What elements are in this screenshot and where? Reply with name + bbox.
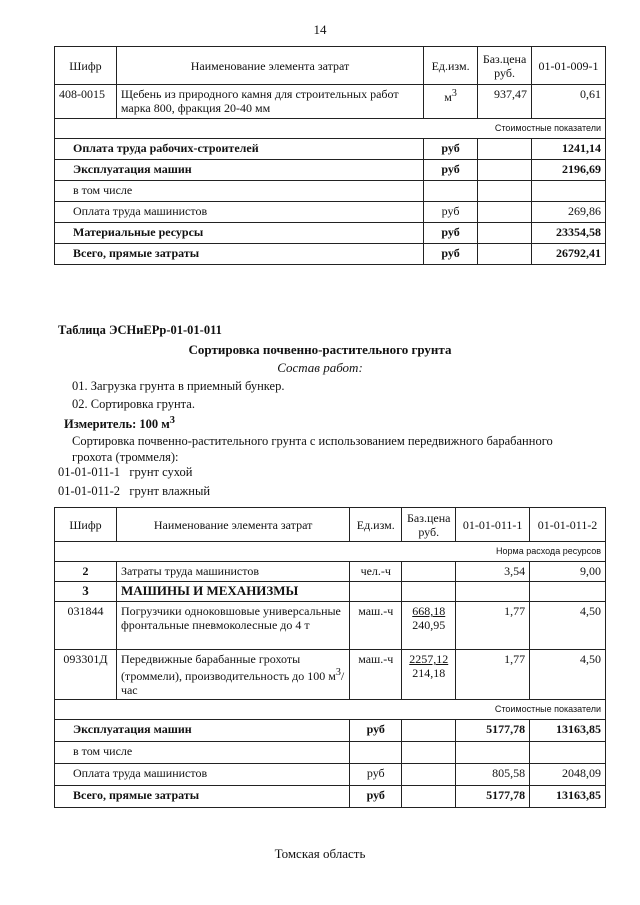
labor-unit: чел.-ч (350, 562, 402, 582)
cost-rows (55, 720, 606, 808)
description: Сортировка почвенно-растительного грунта с использованием передвижного барабанного грохота (троммеля): (72, 434, 553, 464)
cost-row-unit: руб (350, 786, 402, 808)
header-unit: Ед.изм. (350, 508, 402, 542)
machine-name: Погрузчики одноковшовые универсальные фронтальные пневмоколесные до 4 т (116, 602, 349, 650)
cost-row (55, 223, 606, 244)
header-name: Наименование элемента затрат (116, 508, 349, 542)
cost-row-name: Оплата труда машинистов (55, 764, 350, 786)
header-price: Баз.цена руб. (478, 47, 532, 85)
header-unit: Ед.изм. (424, 47, 478, 85)
cost-row-unit: руб (424, 202, 478, 223)
section-label: Стоимостные показатели (55, 119, 606, 139)
cost-row-name: Материальные ресурсы (55, 223, 424, 244)
machine-v2: 4,50 (530, 650, 606, 700)
cost-row-unit: руб (424, 160, 478, 181)
table-row-machine (55, 650, 606, 700)
cost-row-name: Всего, прямые затраты (55, 786, 350, 808)
table-header-row (55, 508, 606, 542)
work-item-2: 02. Сортировка грунта. (72, 397, 195, 411)
variant-1: 01-01-011-1 грунт сухой (58, 465, 193, 479)
cost-row-v2: 2048,09 (530, 764, 606, 786)
material-price: 937,47 (478, 85, 532, 119)
cost-table-011 (54, 507, 606, 808)
norm-row (55, 542, 606, 562)
header-col1: 01-01-009-1 (532, 47, 606, 85)
labor-price (402, 562, 456, 582)
section-row (55, 119, 606, 139)
cost-row-value: 269,86 (532, 202, 606, 223)
cost-rows (55, 139, 606, 265)
header-code: Шифр (55, 508, 117, 542)
table-id: Таблица ЭСНиЕРр-01-01-011 (58, 323, 222, 337)
machine-v1: 1,77 (456, 650, 530, 700)
material-name: Щебень из природного камня для строительных работ марка 800, фракция 20-40 мм (116, 85, 423, 119)
section-label: Стоимостные показатели (55, 700, 606, 720)
labor-v2: 9,00 (530, 562, 606, 582)
header-col1: 01-01-011-1 (456, 508, 530, 542)
cost-row-value: 26792,41 (532, 244, 606, 265)
cost-row-v1: 5177,78 (456, 720, 530, 742)
machine-v1: 1,77 (456, 602, 530, 650)
cost-row (55, 720, 606, 742)
machines-group-code: 3 (55, 582, 117, 602)
material-value: 0,61 (532, 85, 606, 119)
cost-row-name: в том числе (55, 181, 424, 202)
machine-price: 2257,12 214,18 (402, 650, 456, 700)
footer-region: Томская область (274, 846, 366, 861)
cost-row (55, 764, 606, 786)
cost-row-unit (424, 181, 478, 202)
cost-row-name: в том числе (55, 742, 350, 764)
cost-row (55, 786, 606, 808)
cost-row-name: Эксплуатация машин (55, 720, 350, 742)
cost-row (55, 160, 606, 181)
machine-name: Передвижные барабанные грохоты (троммели), производительность до 100 $м^3$/час (116, 650, 349, 700)
header-code: Шифр (55, 47, 117, 85)
header-col2: 01-01-011-2 (530, 508, 606, 542)
cost-table-009 (54, 46, 606, 265)
cost-row-unit: руб (424, 244, 478, 265)
cost-row-v1: 5177,78 (456, 786, 530, 808)
cost-row (55, 742, 606, 764)
machine-unit: маш.-ч (350, 650, 402, 700)
norm-label: Норма расхода ресурсов (55, 542, 606, 562)
machine-code: 031844 (55, 602, 117, 650)
works-label: Состав работ: (277, 360, 363, 375)
cost-row-unit: руб (350, 720, 402, 742)
cost-row-v1: 805,58 (456, 764, 530, 786)
cost-row-name: Оплата труда машинистов (55, 202, 424, 223)
cost-row-v2: 13163,85 (530, 786, 606, 808)
machines-group-name: МАШИНЫ И МЕХАНИЗМЫ (116, 582, 349, 602)
measure-label: Измеритель: 100 $м^3$ (64, 415, 175, 432)
cost-row-v2 (530, 742, 606, 764)
cost-row-value (532, 181, 606, 202)
cost-row-value: 2196,69 (532, 160, 606, 181)
table-header-row (55, 47, 606, 85)
cost-row (55, 139, 606, 160)
header-price: Баз.цена руб. (402, 508, 456, 542)
material-unit: $м^3$ (424, 85, 478, 119)
machine-price: 668,18 240,95 (402, 602, 456, 650)
labor-v1: 3,54 (456, 562, 530, 582)
material-code: 408-0015 (55, 85, 117, 119)
cost-row (55, 181, 606, 202)
cost-row (55, 244, 606, 265)
cost-row-unit: руб (424, 223, 478, 244)
cost-row-v2: 13163,85 (530, 720, 606, 742)
cost-row-unit: руб (424, 139, 478, 160)
section-row (55, 700, 606, 720)
machine-code: 093301Д (55, 650, 117, 700)
section-title: Сортировка почвенно-растительного грунта (188, 342, 452, 357)
cost-row-value: 23354,58 (532, 223, 606, 244)
header-name: Наименование элемента затрат (116, 47, 423, 85)
cost-row-unit: руб (350, 764, 402, 786)
table-row-machines-group (55, 582, 606, 602)
cost-row-unit (350, 742, 402, 764)
table-row-machine (55, 602, 606, 650)
labor-name: Затраты труда машинистов (116, 562, 349, 582)
variant-2: 01-01-011-2 грунт влажный (58, 484, 211, 498)
machine-unit: маш.-ч (350, 602, 402, 650)
cost-row-name: Эксплуатация машин (55, 160, 424, 181)
labor-code: 2 (55, 562, 117, 582)
cost-row-value: 1241,14 (532, 139, 606, 160)
machine-v2: 4,50 (530, 602, 606, 650)
cost-row-name: Оплата труда рабочих-строителей (55, 139, 424, 160)
page-number: 14 (313, 22, 327, 37)
table-row-labor (55, 562, 606, 582)
cost-row-name: Всего, прямые затраты (55, 244, 424, 265)
cost-row-v1 (456, 742, 530, 764)
cost-row (55, 202, 606, 223)
table-row-material (55, 85, 606, 119)
work-item-1: 01. Загрузка грунта в приемный бункер. (72, 379, 285, 393)
